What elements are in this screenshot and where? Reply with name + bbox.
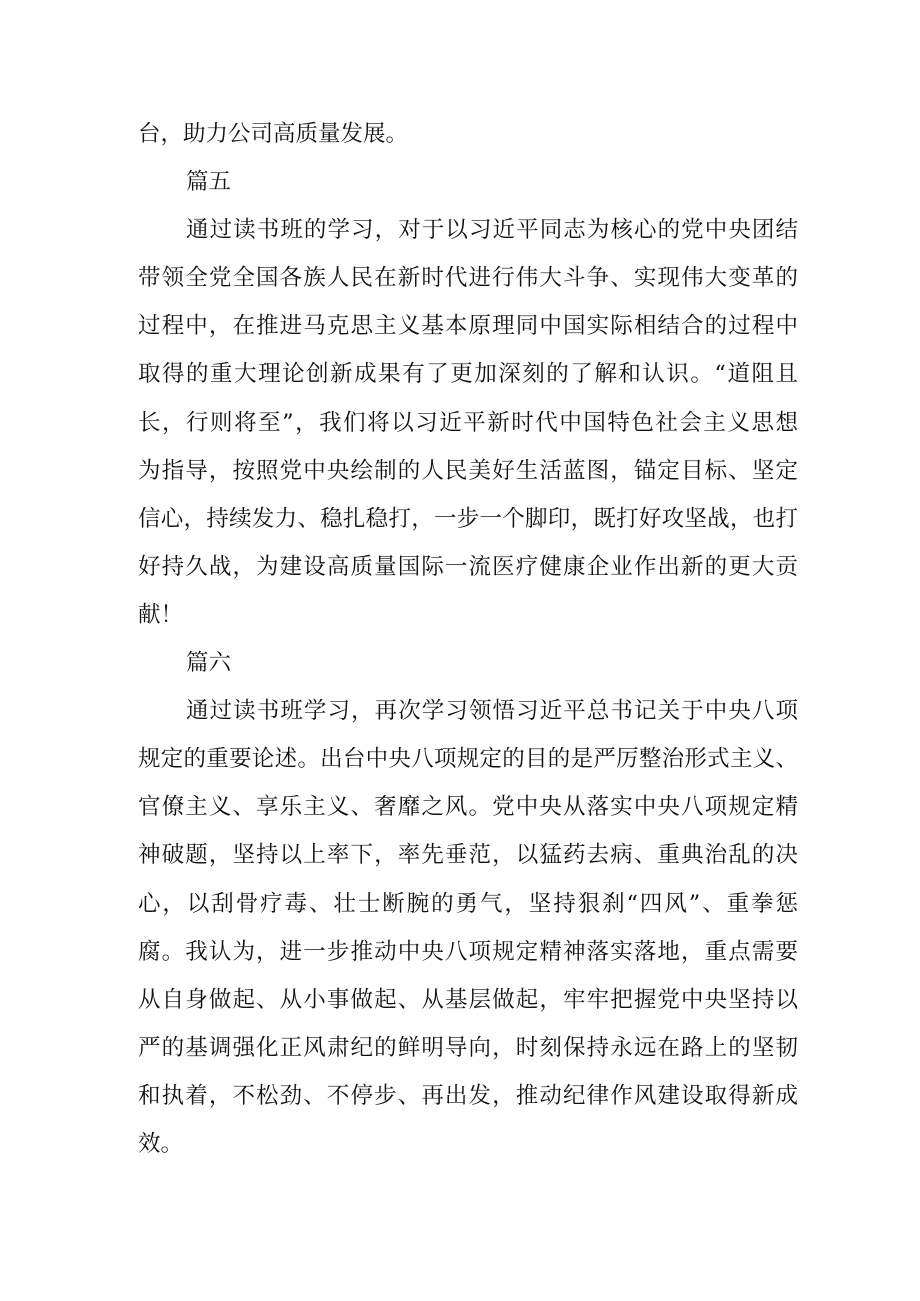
- paragraph-line: 严的基调强化正风肃纪的鲜明导向，时刻保持永远在路上的坚韧: [138, 1034, 798, 1061]
- paragraph-line: 神破题，坚持以上率下，率先垂范，以猛药去病、重典治乱的决: [138, 842, 798, 869]
- paragraph-line: 心，以刮骨疗毒、壮士断腕的勇气，坚持狠刹“四风”、重拳惩: [138, 890, 798, 917]
- section-heading-6: 篇六: [186, 650, 232, 677]
- paragraph-line: 和执着，不松劲、不停步、再出发，推动纪律作风建设取得新成: [138, 1082, 798, 1109]
- paragraph-line: 腐。我认为，进一步推动中央八项规定精神落实落地，重点需要: [138, 938, 798, 965]
- paragraph-line: 信心，持续发力、稳扎稳打，一步一个脚印，既打好攻坚战，也打: [138, 505, 798, 532]
- paragraph-line: 为指导，按照党中央绘制的人民美好生活蓝图，锚定目标、坚定: [138, 457, 798, 484]
- document-body: [138, 110, 798, 1168]
- section-heading-5: 篇五: [186, 169, 232, 196]
- paragraph-line: 过程中，在推进马克思主义基本原理同中国实际相结合的过程中: [138, 313, 798, 340]
- paragraph-line: 献！: [138, 601, 184, 628]
- carryover-paragraph-line: 台，助力公司高质量发展。: [138, 121, 409, 147]
- paragraph-line: 长，行则将至”，我们将以习近平新时代中国特色社会主义思想: [138, 409, 798, 436]
- paragraph-line: 通过读书班的学习，对于以习近平同志为核心的党中央团结: [186, 217, 798, 244]
- paragraph-line: 带领全党全国各族人民在新时代进行伟大斗争、实现伟大变革的: [138, 265, 798, 292]
- paragraph-line: 官僚主义、享乐主义、奢靡之风。党中央从落实中央八项规定精: [138, 794, 798, 821]
- paragraph-line: 效。: [138, 1130, 184, 1157]
- paragraph-line: 通过读书班学习，再次学习领悟习近平总书记关于中央八项: [186, 698, 798, 725]
- paragraph-line: 好持久战，为建设高质量国际一流医疗健康企业作出新的更大贡: [138, 553, 798, 580]
- paragraph-line: 取得的重大理论创新成果有了更加深刻的了解和认识。“道阻且: [138, 361, 798, 388]
- paragraph-line: 从自身做起、从小事做起、从基层做起，牢牢把握党中央坚持以: [138, 986, 798, 1013]
- paragraph-line: 规定的重要论述。出台中央八项规定的目的是严厉整治形式主义、: [138, 746, 798, 773]
